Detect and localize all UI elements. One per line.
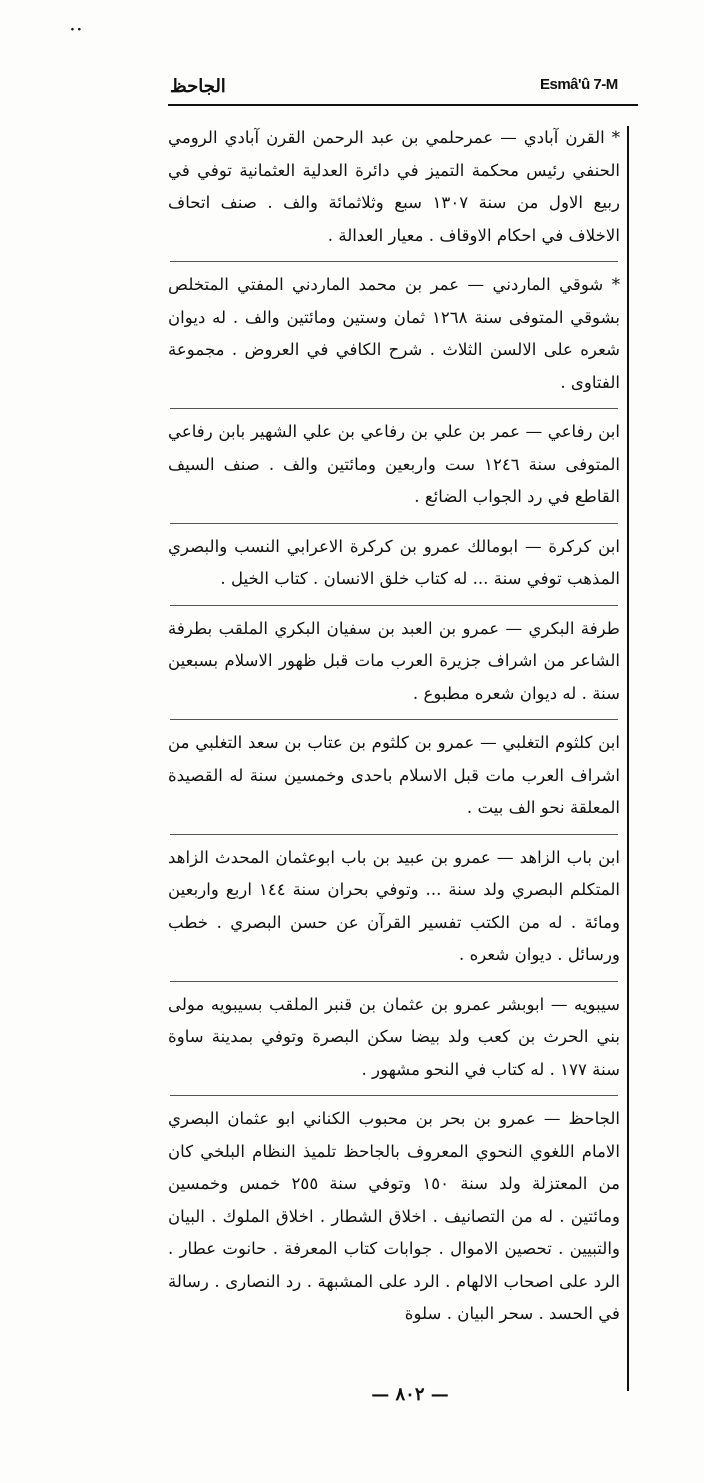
- header-left-text: Esmâ'û 7-M: [540, 76, 618, 93]
- entry-separator: [170, 834, 618, 835]
- entry-tarafa-bakri: طرفة البكري — عمرو بن العبد بن سفيان البكري الملقب بطرفة الشاعر من اشراف جزيرة العرب مات قبل ظهور الاسلام بسبعين سنة . له ديوان شعره مطبوع .: [168, 618, 620, 703]
- entry-qarnabadi: * القرن آبادي — عمرحلمي بن عبد الرحمن القرن آبادي الرومي الحنفي رئيس محكمة التميز في دائرة العدلية العثمانية توفي في ربيع الاول من سنة ١٣٠٧ سبع وثلاثمائة والف . صنف اتحاف الاخلاف في احكام الاوقاف . معيار العدالة .: [168, 128, 620, 245]
- entry-shawqi-mardini: * شوقي الماردني — عمر بن محمد الماردني المفتي المتخلص بشوقي المتوفى سنة ١٢٦٨ ثمان وستين ومائتين والف . له ديوان شعره على الالسن الثلاث . شرح الكافي في العروض . مجموعة الفتاوى .: [168, 275, 620, 392]
- entry-ibn-rifai: ابن رفاعي — عمر بن علي بن رفاعي بن علي الشهير بابن رفاعي المتوفى سنة ١٢٤٦ ست واربعين ومائتين والف . صنف السيف القاطع في رد الجواب الضائع .: [168, 422, 620, 506]
- entry-ibn-karkara: ابن كركرة — ابومالك عمرو بن كركرة الاعرابي النسب والبصري المذهب توفي سنة ... له كتاب خلق الانسان . كتاب الخيل .: [168, 536, 620, 588]
- column-rule: [627, 126, 629, 1391]
- entry-separator: [170, 408, 618, 409]
- entry-separator: [170, 605, 618, 606]
- header-rule: [168, 104, 638, 106]
- entry-ibn-kulthum: ابن كلثوم التغلبي — عمرو بن كلثوم بن عتاب بن سعد التغلبي من اشراف العرب مات قبل الاسلام باحدى وخمسين سنة له القصيدة المعلقة نحو الف بيت .: [168, 733, 620, 817]
- entry-ibn-bab-zahid: ابن باب الزاهد — عمرو بن عبيد بن باب ابوعثمان المحدث الزاهد المتكلم البصري ولد سنة ... وتوفي بحران سنة ١٤٤ اربع واربعين ومائة . له من الكتب تفسير القرآن عن حسن البصري . خطب ورسائل . ديوان شعره .: [168, 847, 620, 964]
- page-number: — ٨٠٢ —: [371, 1384, 449, 1405]
- header-title: الجاحظ: [170, 76, 226, 97]
- corner-mark: ··: [70, 22, 84, 38]
- running-header: [160, 76, 640, 100]
- entry-separator: [170, 523, 618, 524]
- entries-column: [168, 122, 620, 1340]
- entry-separator: [170, 261, 618, 262]
- entry-separator: [170, 981, 618, 982]
- entry-jahiz: الجاحظ — عمرو بن بحر بن محبوب الكناني ابو عثمان البصري الامام اللغوي النحوي المعروف بالجاحظ تلميذ النظام البلخي كان من المعتزلة ولد سنة ١٥٠ وتوفي سنة ٢٥٥ خمس وخمسين ومائتين . له من التصانيف . اخلاق الشطار . اخلاق الملوك . البيان والتبيين . تحصين الاموال . جوابات كتاب المعرفة . حانوت عطار . الرد على اصحاب الالهام . الرد على المشبهة . رد النصارى . رسالة في الحسد . سحر البيان . سلوة: [168, 1109, 620, 1323]
- entry-separator: [170, 719, 618, 720]
- entry-sibawayh: سيبويه — ابوبشر عمرو بن عثمان بن قنبر الملقب بسيبويه مولى بني الحرث بن كعب ولد بيضا سكن البصرة وتوفي بمدينة ساوة سنة ١٧٧ . له كتاب في النحو مشهور .: [168, 994, 620, 1079]
- entry-separator: [170, 1095, 618, 1096]
